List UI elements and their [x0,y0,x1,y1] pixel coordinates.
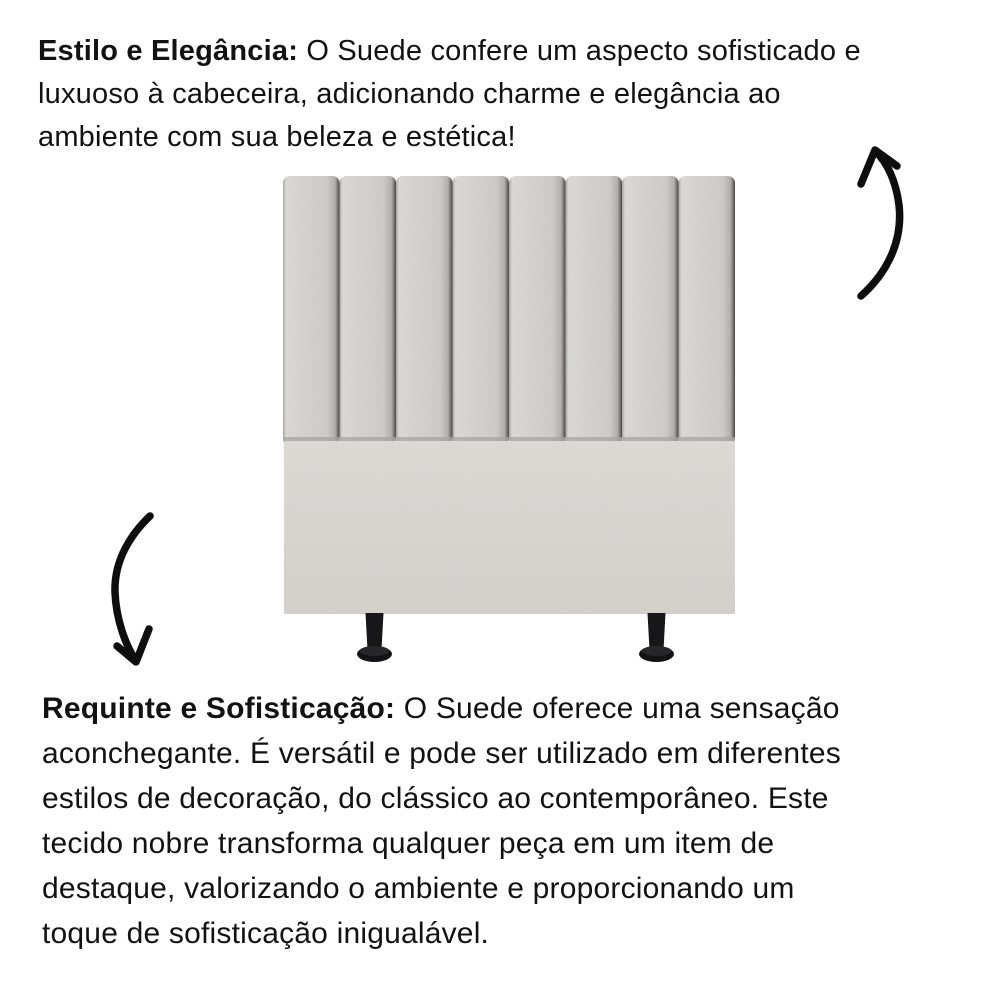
text-line: ambiente com sua beleza e estética! [38,121,516,153]
bottom-heading: Requinte e Sofisticação: [42,692,396,725]
top-line1-rest: O Suede confere um aspecto sofisticado e [298,35,861,67]
curved-arrow-up-icon [861,150,900,296]
bottom-line1-rest: O Suede oferece uma sensação [395,692,840,725]
text-line: aconchegante. É versátil e pode ser utilizado em diferentes [42,737,841,770]
text-line: estilos de decoração, do clássico ao contemporâneo. Este [42,782,829,815]
headboard-foot-left [357,613,392,662]
top-heading: Estilo e Elegância: [38,35,299,67]
text-line: destaque, valorizando o ambiente e proporcionando um [42,872,795,905]
text-line: tecido nobre transforma qualquer peça em um item de [42,827,775,860]
curved-arrow-down-icon [115,516,150,662]
bottom-description [42,686,841,956]
text-line: luxuoso à cabeceira, adicionando charme e elegância ao [38,78,781,110]
fabric-texture [283,176,735,614]
text-line [42,686,841,731]
text-line: toque de sofisticação inigualável. [42,917,490,950]
headboard-foot-right [639,613,674,662]
